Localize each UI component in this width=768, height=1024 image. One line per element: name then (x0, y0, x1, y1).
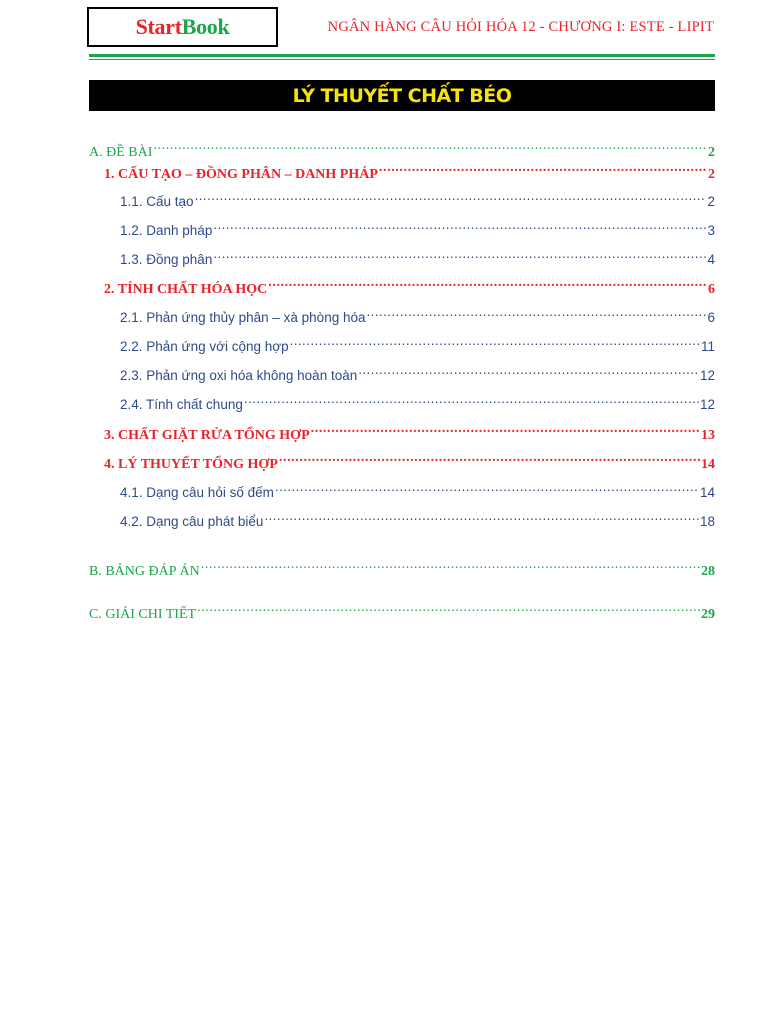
logo-book-text: Book (181, 14, 230, 39)
logo-start-text: Start (135, 14, 182, 39)
title-bar (89, 80, 715, 111)
toc-entry-page: 12 (699, 397, 715, 412)
toc-entry-sub[interactable] (89, 360, 715, 383)
toc-entry-label: 1.2. Danh pháp (120, 223, 213, 238)
toc-entry-label: 2. TÍNH CHẤT HÓA HỌC (104, 282, 268, 297)
toc-entry-page: 14 (699, 485, 715, 500)
toc-entry-label: 3. CHẤT GIẶT RỬA TỔNG HỢP (104, 428, 310, 443)
toc-dot-leader (366, 302, 707, 322)
toc-dot-leader (212, 215, 706, 235)
header-title: NGÂN HÀNG CÂU HỎI HÓA 12 - CHƯƠNG I: ESTE - LIPIT (327, 19, 714, 35)
header-divider-thick (89, 54, 715, 57)
toc-entry-page: 2 (708, 145, 715, 160)
toc-entry-page: 4 (707, 252, 715, 267)
toc-dot-leader (263, 506, 699, 526)
toc-entry-section[interactable] (89, 136, 715, 160)
toc-dot-leader (200, 555, 700, 575)
toc-entry-sub[interactable] (89, 244, 715, 267)
toc-entry-chapter[interactable] (89, 448, 715, 472)
toc-dot-leader (267, 273, 707, 293)
toc-entry-page: 13 (701, 428, 715, 443)
toc-entry-label: 1.3. Đồng phân (120, 252, 213, 267)
toc-dot-leader (196, 598, 700, 618)
toc-entry-page: 29 (701, 607, 715, 622)
toc-entry-sub[interactable] (89, 186, 715, 209)
toc-entry-label: 2.3. Phản ứng oxi hóa không hoàn toàn (120, 368, 358, 383)
header-divider-thin (89, 59, 715, 60)
toc-entry-page: 6 (708, 282, 715, 297)
toc-entry-section[interactable] (89, 598, 715, 622)
toc-entry-label: 1. CẤU TẠO – ĐỒNG PHÂN – DANH PHÁP (104, 167, 378, 182)
doc-title: LÝ THUYẾT CHẤT BÉO (292, 84, 512, 107)
toc-dot-leader (289, 331, 700, 351)
toc-entry-chapter[interactable] (89, 273, 715, 297)
toc-entry-label: 4. LÝ THUYẾT TỔNG HỢP (104, 457, 278, 472)
toc-entry-label: B. BẢNG ĐÁP ÁN (89, 564, 200, 579)
toc-entry-sub[interactable] (89, 477, 715, 500)
toc-entry-label: 2.2. Phản ứng với cộng hợp (120, 339, 289, 354)
toc-entry-page: 14 (701, 457, 715, 472)
toc-entry-page: 12 (699, 368, 715, 383)
toc-entry-sub[interactable] (89, 302, 715, 325)
toc-entry-page: 11 (700, 339, 715, 354)
toc-entry-chapter[interactable] (89, 419, 715, 443)
toc-dot-leader (194, 186, 707, 206)
toc-dot-leader (152, 136, 707, 156)
startbook-logo (87, 7, 278, 47)
toc-entry-page: 18 (699, 514, 715, 529)
toc-dot-leader (357, 360, 699, 380)
toc-entry-section[interactable] (89, 555, 715, 579)
toc-entry-chapter[interactable] (89, 158, 715, 182)
toc-dot-leader (212, 244, 706, 264)
toc-entry-page: 3 (707, 223, 715, 238)
toc-entry-page: 2 (707, 194, 715, 209)
toc-dot-leader (378, 158, 707, 178)
toc-entry-sub[interactable] (89, 389, 715, 412)
toc-entry-page: 6 (707, 310, 715, 325)
toc-entry-label: 4.1. Dạng câu hỏi số đếm (120, 485, 274, 500)
toc-dot-leader (274, 477, 699, 497)
toc-entry-page: 28 (701, 564, 715, 579)
toc-dot-leader (243, 389, 699, 409)
toc-entry-sub[interactable] (89, 215, 715, 238)
toc-entry-label: 4.2. Dạng câu phát biểu (120, 514, 264, 529)
toc-entry-label: A. ĐỀ BÀI (89, 145, 153, 160)
toc-entry-label: C. GIẢI CHI TIẾT (89, 607, 197, 622)
toc-dot-leader (278, 448, 700, 468)
toc-entry-label: 1.1. Cấu tạo (120, 194, 194, 209)
toc-entry-label: 2.4. Tính chất chung (120, 397, 243, 412)
toc-entry-page: 2 (708, 167, 715, 182)
toc-dot-leader (310, 419, 700, 439)
toc-entry-sub[interactable] (89, 331, 715, 354)
toc-entry-sub[interactable] (89, 506, 715, 529)
toc-entry-label: 2.1. Phản ứng thủy phân – xà phòng hóa (120, 310, 366, 325)
